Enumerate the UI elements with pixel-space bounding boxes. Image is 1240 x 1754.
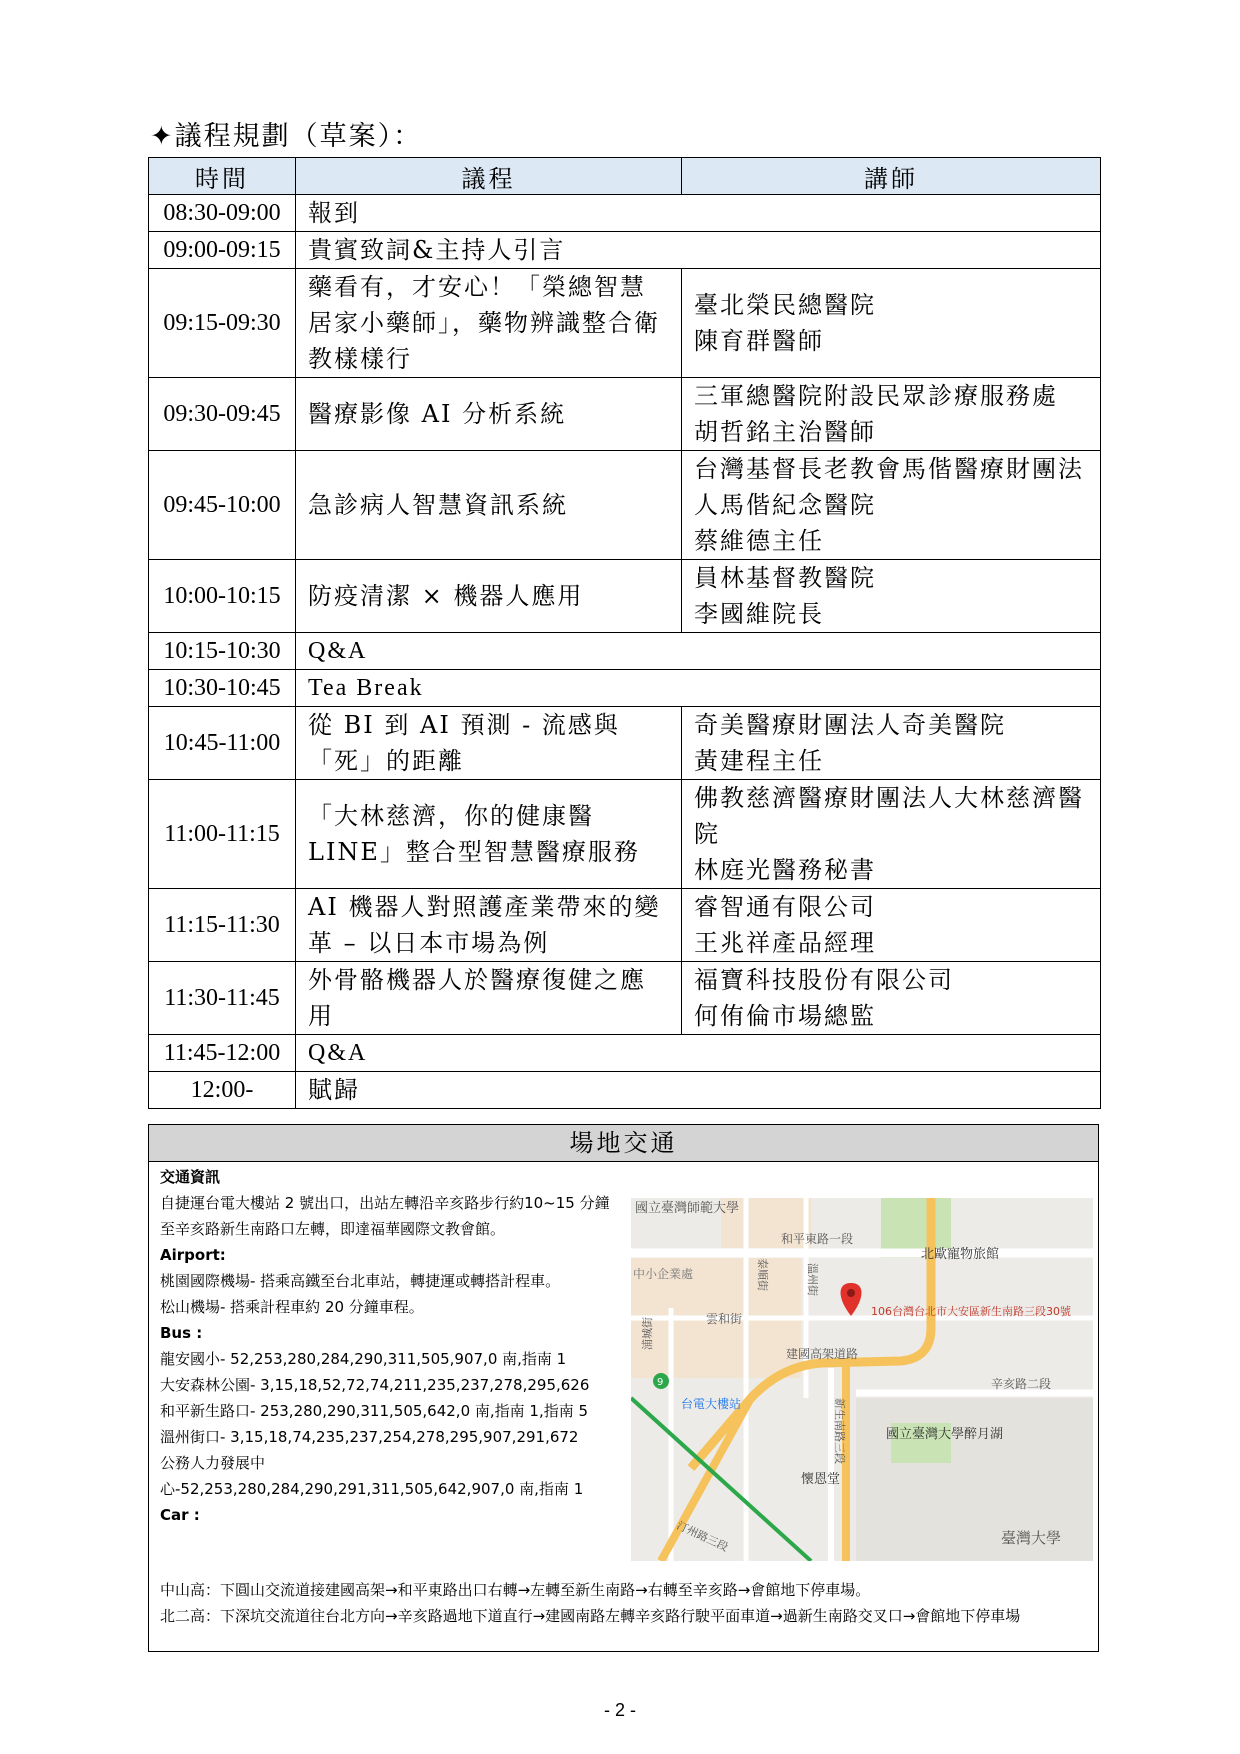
row-topic: 貴賓致詞&主持人引言 <box>296 232 1101 269</box>
row-time: 11:15-11:30 <box>149 889 296 962</box>
bus-line: 大安森林公園- 3,15,18,52,72,74,211,235,237,278,295,626 <box>160 1376 590 1394</box>
table-row <box>149 633 1101 670</box>
row-speaker: 員林基督教醫院 李國維院長 <box>682 560 1101 633</box>
row-time: 08:30-09:00 <box>149 195 296 232</box>
row-topic: Q&A <box>296 633 1101 670</box>
row-topic: AI 機器人對照護產業帶來的變革 – 以日本市場為例 <box>296 889 682 962</box>
row-topic: 急診病人智慧資訊系統 <box>296 451 682 560</box>
table-row <box>149 1035 1101 1072</box>
row-topic: 賦歸 <box>296 1072 1101 1109</box>
row-topic: 「大林慈濟，你的健康醫 LINE」整合型智慧醫療服務 <box>296 780 682 889</box>
map-label-taipower: 台電大樓站 <box>681 1397 742 1411</box>
table-row <box>149 670 1101 707</box>
table-row <box>149 451 1101 560</box>
table-header-row <box>149 158 1101 195</box>
table-row <box>149 195 1101 232</box>
map-label-xinhai: 辛亥路二段 <box>991 1377 1052 1391</box>
car-directions <box>160 1577 1090 1629</box>
row-time: 12:00- <box>149 1072 296 1109</box>
row-speaker: 奇美醫療財團法人奇美醫院 黃建程主任 <box>682 707 1101 780</box>
map-label-ntu: 臺灣大學 <box>1001 1529 1062 1547</box>
map-label-ntu-lake: 國立臺灣大學醉月湖 <box>886 1427 1004 1442</box>
location-map <box>631 1198 1093 1561</box>
map-label-pushi: 浦城街 <box>641 1317 654 1350</box>
row-time: 10:30-10:45 <box>149 670 296 707</box>
map-label-huaien: 懷恩堂 <box>801 1472 841 1487</box>
map-label-yunhe: 雲和街 <box>706 1312 743 1326</box>
map-label-ntnu: 國立臺灣師範大學 <box>635 1201 740 1216</box>
bus-line: 公務人力發展中心-52,253,280,284,290,291,311,505,642,907,0 南,指南 1 <box>160 1454 584 1498</box>
page-number: - 2 - <box>603 1700 636 1720</box>
location-pin-dot <box>847 1289 855 1297</box>
airport-line: 桃園國際機場- 搭乘高鐵至台北車站，轉捷運或轉搭計程車。 <box>160 1272 561 1290</box>
bus-line: 和平新生路口- 253,280,290,311,505,642,0 南,指南 1,指南 5 <box>160 1402 589 1420</box>
row-topic: 防疫清潔 × 機器人應用 <box>296 560 682 633</box>
mrt-number: 9 <box>657 1377 664 1388</box>
agenda-table <box>148 157 1101 1109</box>
car-line: 北二高：下深坑交流道往台北方向→辛亥路過地下道直行→建國南路左轉辛亥路行駛平面車道→過新生南路交叉口→會館地下停車場 <box>160 1607 1021 1625</box>
car-label: Car : <box>160 1506 200 1524</box>
bus-line: 溫州街口- 3,15,18,74,235,237,254,278,295,907,291,672 <box>160 1428 579 1446</box>
row-topic: Tea Break <box>296 670 1101 707</box>
header-time: 時間 <box>149 158 296 195</box>
map-label-xinsheng: 新生南路三段 <box>833 1398 846 1464</box>
venue-section <box>148 1162 1099 1652</box>
header-topic: 議程 <box>296 158 682 195</box>
row-time: 10:15-10:30 <box>149 633 296 670</box>
row-topic: 藥看有，才安心！「榮總智慧居家小藥師」，藥物辨識整合衛教樣樣行 <box>296 269 682 378</box>
map-label-wenzhou: 溫州街 <box>806 1263 819 1296</box>
airport-line: 松山機場- 搭乘計程車約 20 分鐘車程。 <box>160 1298 424 1316</box>
map-label-address: 106台灣台北市大安區新生南路三段30號 <box>871 1305 1071 1318</box>
venue-title: 場地交通 <box>148 1124 1099 1162</box>
table-row <box>149 962 1101 1035</box>
map-label-sme: 中小企業處 <box>633 1267 694 1281</box>
map-label-heping: 和平東路一段 <box>781 1232 854 1246</box>
row-topic: 醫療影像 AI 分析系統 <box>296 378 682 451</box>
row-speaker: 臺北榮民總醫院 陳育群醫師 <box>682 269 1101 378</box>
row-speaker: 佛教慈濟醫療財團法人大林慈濟醫院 林庭光醫務秘書 <box>682 780 1101 889</box>
row-time: 10:00-10:15 <box>149 560 296 633</box>
row-time: 10:45-11:00 <box>149 707 296 780</box>
table-row <box>149 560 1101 633</box>
row-time: 09:00-09:15 <box>149 232 296 269</box>
table-row <box>149 378 1101 451</box>
transport-info <box>160 1164 615 1528</box>
row-time: 09:45-10:00 <box>149 451 296 560</box>
table-row <box>149 780 1101 889</box>
row-speaker: 台灣基督長老教會馬偕醫療財團法人馬偕紀念醫院 蔡維德主任 <box>682 451 1101 560</box>
airport-label: Airport: <box>160 1246 226 1264</box>
row-time: 11:45-12:00 <box>149 1035 296 1072</box>
row-time: 09:15-09:30 <box>149 269 296 378</box>
row-time: 11:30-11:45 <box>149 962 296 1035</box>
table-row <box>149 232 1101 269</box>
header-speaker: 講師 <box>682 158 1101 195</box>
map-label-taishun: 泰順街 <box>756 1258 769 1291</box>
row-time: 09:30-09:45 <box>149 378 296 451</box>
row-speaker: 福寶科技股份有限公司 何侑倫市場總監 <box>682 962 1101 1035</box>
row-topic: 報到 <box>296 195 1101 232</box>
bus-line: 龍安國小- 52,253,280,284,290,311,505,907,0 南,指南 1 <box>160 1350 567 1368</box>
car-line: 中山高：下圓山交流道接建國高架→和平東路出口右轉→左轉至新生南路→右轉至辛亥路→會館地下停車場。 <box>160 1581 871 1599</box>
row-speaker: 睿智通有限公司 王兆祥產品經理 <box>682 889 1101 962</box>
row-topic: Q&A <box>296 1035 1101 1072</box>
map-label-tingzhou: 汀州路三段 <box>674 1518 731 1554</box>
row-time: 11:00-11:15 <box>149 780 296 889</box>
map-graphic <box>631 1198 1093 1561</box>
row-topic: 外骨骼機器人於醫療復健之應用 <box>296 962 682 1035</box>
table-row <box>149 269 1101 378</box>
map-label-jianguo: 建國高架道路 <box>786 1347 859 1361</box>
transit-text: 自捷運台電大樓站 2 號出口，出站左轉沿辛亥路步行約10~15 分鐘至辛亥路新生南路口左轉，即達福華國際文教會館。 <box>160 1194 610 1238</box>
row-topic: 從 BI 到 AI 預測 - 流感與「死」的距離 <box>296 707 682 780</box>
table-row <box>149 707 1101 780</box>
bus-label: Bus : <box>160 1324 203 1342</box>
agenda-heading: ✦議程規劃（草案）： <box>150 121 423 152</box>
transit-label: 交通資訊 <box>160 1168 221 1186</box>
table-row <box>149 1072 1101 1109</box>
map-label-hotel: 北歐寵物旅館 <box>921 1247 1000 1262</box>
table-row <box>149 889 1101 962</box>
row-speaker: 三軍總醫院附設民眾診療服務處 胡哲銘主治醫師 <box>682 378 1101 451</box>
